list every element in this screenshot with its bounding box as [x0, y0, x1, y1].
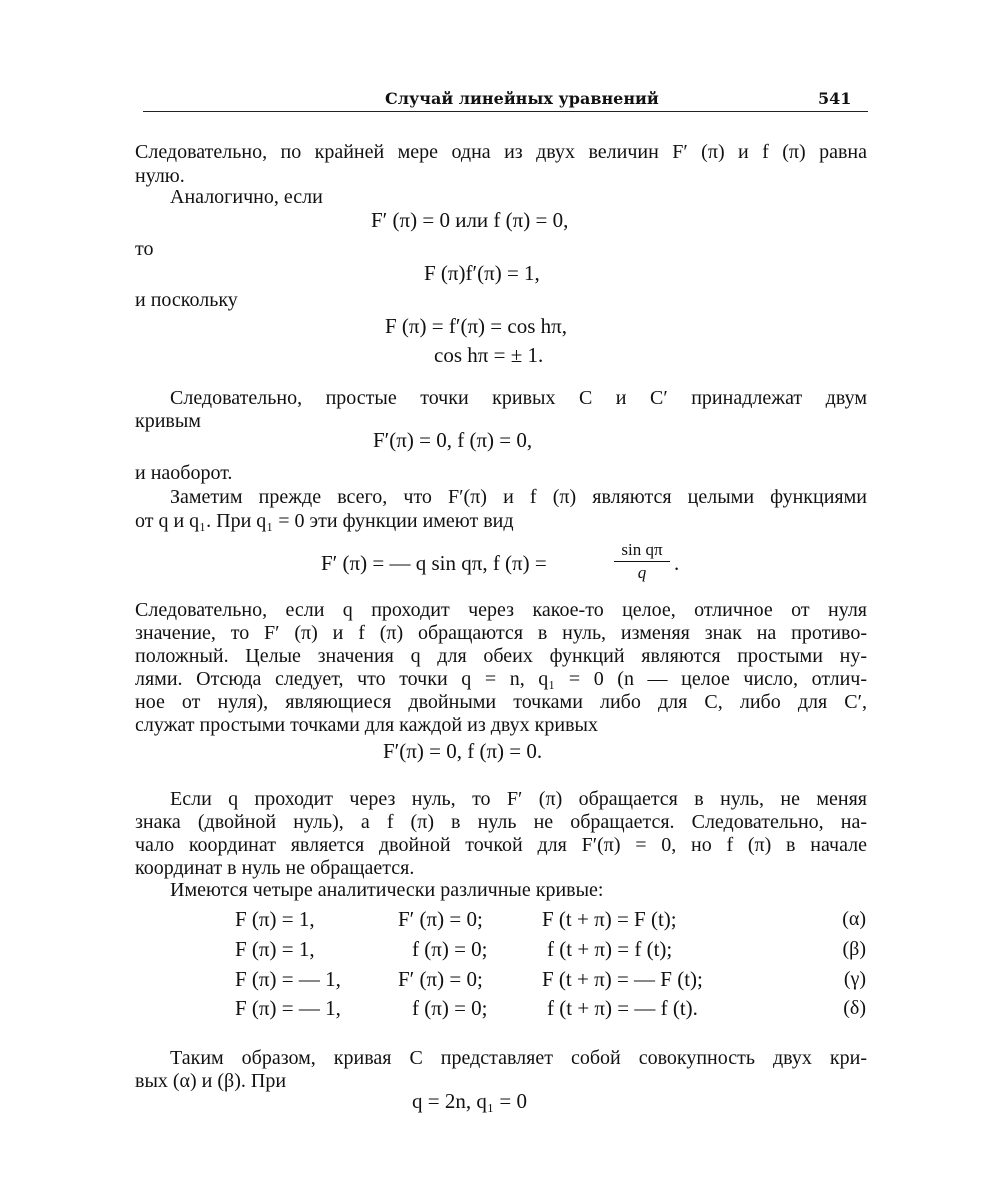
paragraph-line: Таким образом, кривая C представляет собой совокупность двух кри-	[170, 1047, 867, 1069]
case-equation-left: F (π) = 1,	[235, 937, 315, 961]
display-equation: F′(π) = 0, f (π) = 0,	[373, 428, 533, 452]
fraction-bar	[614, 561, 670, 562]
header-rule	[143, 111, 868, 112]
paragraph-line: Заметим прежде всего, что F′(π) и f (π) являются целыми функциями	[170, 486, 867, 508]
case-tag: (γ)	[843, 968, 866, 990]
fraction-numerator: sin qπ	[621, 540, 663, 559]
paragraph-line: служат простыми точками для каждой из двух кривых	[135, 714, 598, 736]
display-equation: F (π) = f′(π) = cos hπ,	[385, 314, 567, 338]
paragraph-line: Следовательно, если q проходит через какое-то целое, отличное от нуля	[135, 599, 867, 621]
paragraph-line: вых (α) и (β). При	[135, 1070, 287, 1092]
case-equation-right: f (t + π) = — f (t).	[547, 996, 698, 1020]
paragraph-line: Если q проходит через нуль, то F′ (π) обращается в нуль, не меняя	[170, 788, 867, 810]
paragraph-line: то	[135, 238, 154, 260]
paragraph-line: нулю.	[135, 165, 185, 187]
page-number: 541	[818, 89, 852, 108]
display-equation: F′ (π) = 0 или f (π) = 0,	[371, 208, 569, 232]
case-tag: (α)	[842, 908, 866, 930]
page-header	[0, 0, 997, 120]
display-equation: q = 2n, q₁ = 0	[412, 1089, 528, 1113]
paragraph-line: Аналогично, если	[170, 186, 323, 208]
case-tag: (β)	[842, 938, 866, 960]
running-title: Случай линейных уравнений	[385, 89, 659, 108]
paragraph-line: положный. Целые значения q для обеих функций являются простыми ну-	[135, 645, 867, 667]
case-equation-middle: f (π) = 0;	[412, 937, 488, 961]
case-equation-left: F (π) = — 1,	[235, 996, 341, 1020]
case-equation-left: F (π) = 1,	[235, 907, 315, 931]
paragraph-line: Имеются четыре аналитически различные кривые:	[170, 879, 604, 901]
case-equation-left: F (π) = — 1,	[235, 967, 341, 991]
paragraph-line: чало координат является двойной точкой для F′(π) = 0, но f (π) в начале	[135, 834, 867, 856]
paragraph-line: Следовательно, по крайней мере одна из двух величин F′ (π) и f (π) равна	[135, 141, 867, 163]
display-equation: cos hπ = ± 1.	[434, 343, 544, 367]
paragraph-line: и поскольку	[135, 289, 238, 311]
case-tag: (δ)	[843, 997, 866, 1019]
case-equation-middle: F′ (π) = 0;	[398, 967, 483, 991]
fraction-denominator: q	[637, 563, 647, 582]
case-equation-middle: F′ (π) = 0;	[398, 907, 483, 931]
case-equation-right: F (t + π) = F (t);	[542, 907, 677, 931]
paragraph-line: лями. Отсюда следует, что точки q = n, q₁ = 0 (n — целое число, отлич-	[135, 668, 867, 690]
paragraph-line: координат в нуль не обращается.	[135, 857, 415, 879]
fraction	[614, 540, 670, 583]
paragraph-line: и наоборот.	[135, 462, 233, 484]
display-equation: F′ (π) = — q sin qπ, f (π) =	[321, 551, 547, 575]
paragraph-line: значение, то F′ (π) и f (π) обращаются в нуль, изменяя знак на противо-	[135, 622, 867, 644]
case-equation-right: F (t + π) = — F (t);	[542, 967, 703, 991]
equation-period: .	[674, 551, 680, 575]
paragraph-line: ное от нуля), являющиеся двойными точками либо для C, либо для C′,	[135, 691, 867, 713]
paragraph-line: кривым	[135, 410, 201, 432]
paragraph-line: Следовательно, простые точки кривых C и C′ принадлежат двум	[170, 387, 867, 409]
paragraph-line: знака (двойной нуль), а f (π) в нуль не обращается. Следовательно, на-	[135, 811, 867, 833]
display-equation: F′(π) = 0, f (π) = 0.	[383, 739, 543, 763]
paragraph-line: от q и q₁. При q₁ = 0 эти функции имеют вид	[135, 510, 514, 532]
case-equation-right: f (t + π) = f (t);	[547, 937, 673, 961]
display-equation: F (π)f′(π) = 1,	[424, 261, 540, 285]
case-equation-middle: f (π) = 0;	[412, 996, 488, 1020]
